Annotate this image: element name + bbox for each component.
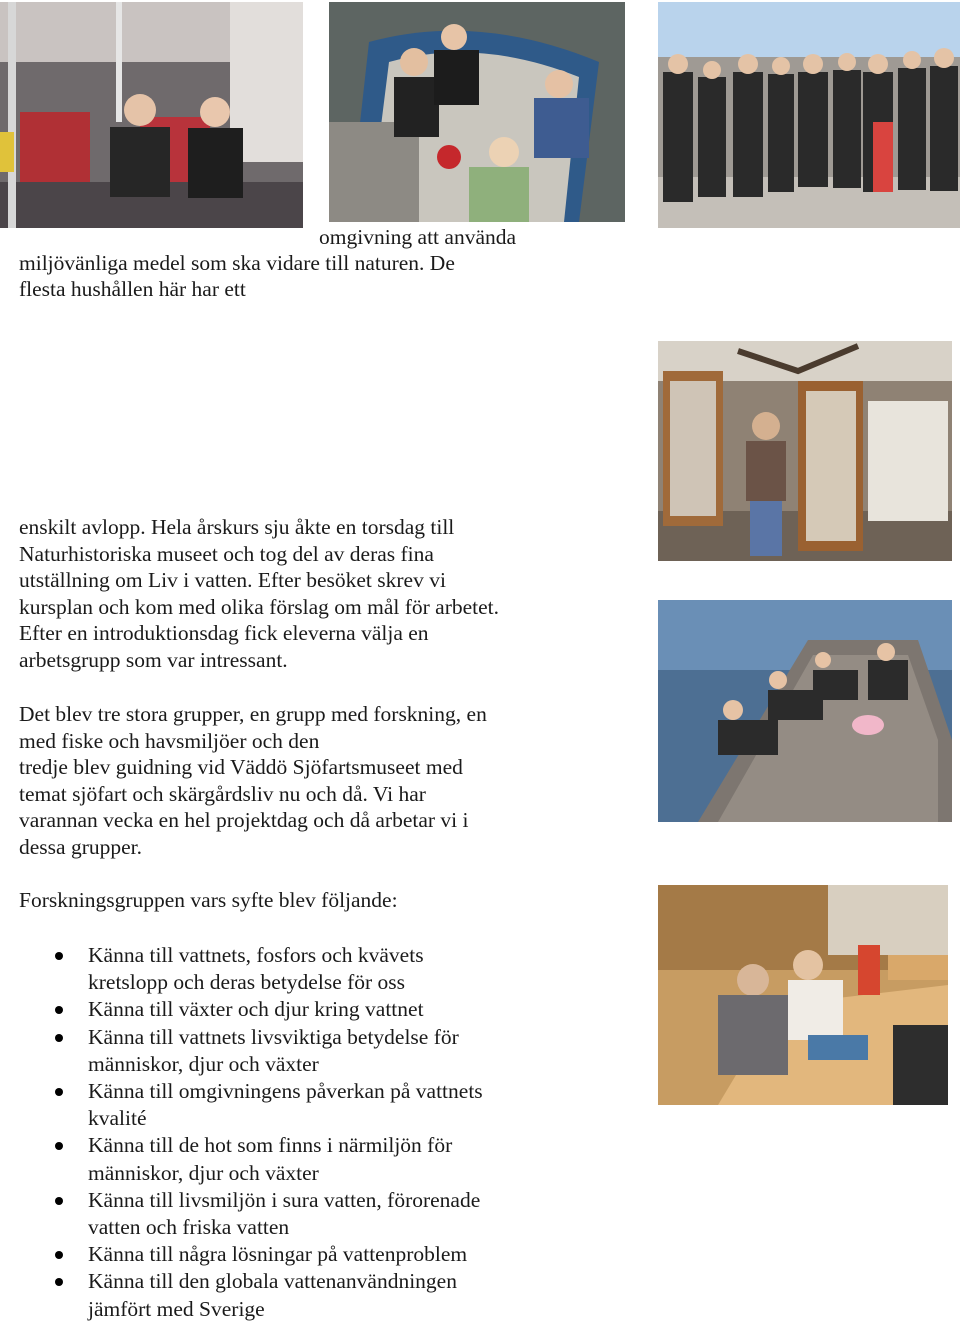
text-fragment-3: flesta hushållen här har ett — [19, 277, 246, 301]
list-item-line: Känna till livsmiljön i sura vatten, förorenade — [88, 1187, 481, 1212]
paragraph-line: arbetsgrupp som var intressant. — [19, 647, 288, 672]
list-item — [0, 1024, 640, 1078]
student-group-outdoors-photo — [658, 2, 960, 228]
bullet-icon — [55, 952, 63, 960]
list-item-line: Känna till vattnets livsviktiga betydelse för — [88, 1024, 459, 1049]
list-item-line: människor, djur och växter — [88, 1160, 319, 1185]
paragraph-line: kursplan och kom med olika förslag om mål för arbetet. — [19, 594, 500, 619]
list-item-line: människor, djur och växter — [88, 1051, 319, 1076]
boat-photo — [329, 2, 625, 222]
classroom-experiment-photo — [658, 885, 948, 1105]
list-item-line: kvalité — [88, 1106, 147, 1131]
bullet-icon — [55, 1034, 63, 1042]
paragraph-line: Naturhistoriska museet och tog del av deras fina — [19, 541, 434, 566]
paragraph-line: dessa grupper. — [19, 834, 142, 859]
maritime-museum-interior-photo — [658, 341, 952, 561]
paragraph-line: Efter en introduktionsdag fick eleverna välja en — [19, 621, 429, 645]
students-in-boat-photo — [329, 2, 625, 222]
paragraph-line: tredje blev guidning vid Väddö Sjöfartsmuseet med — [19, 755, 463, 779]
text-fragment-2: miljövänliga medel som ska vidare till naturen. De — [19, 251, 455, 275]
list-item-line: jämfört med Sverige — [88, 1296, 265, 1321]
list-item — [0, 942, 640, 996]
list-item-line: Känna till de hot som finns i närmiljön för — [88, 1133, 453, 1158]
students-on-dock-photo — [658, 600, 952, 822]
list-item — [0, 1078, 640, 1132]
paragraph-line: temat sjöfart och skärgårdsliv nu och då. Vi har — [19, 781, 426, 806]
paragraph-line: med fiske och havsmiljöer och den — [19, 728, 320, 753]
list-item — [0, 996, 640, 1023]
bullet-icon — [55, 1142, 63, 1150]
paragraph-line: utställning om Liv i vatten. Efter besöket skrev vi — [19, 568, 446, 592]
paragraph-line: Det blev tre stora grupper, en grupp med forskning, en — [19, 702, 487, 726]
students-on-bus-photo — [0, 2, 303, 228]
group-outdoors-photo — [658, 2, 960, 228]
paragraph-1 — [19, 514, 499, 673]
research-group-heading: Forskningsgruppen vars syfte blev följande: — [19, 888, 398, 912]
dock-photo — [658, 600, 952, 822]
list-item-line: Känna till några lösningar på vattenproblem — [88, 1242, 468, 1267]
goals-list — [0, 942, 640, 1323]
classroom-photo — [658, 885, 948, 1105]
list-item-line: Känna till vattnets, fosfors och kvävets — [88, 943, 424, 967]
paragraph-2 — [19, 701, 487, 860]
list-item — [0, 1187, 640, 1241]
list-item-line: Känna till växter och djur kring vattnet — [88, 997, 424, 1022]
bullet-icon — [55, 1278, 63, 1286]
paragraph-line: enskilt avlopp. Hela årskurs sju åkte en torsdag till — [19, 515, 455, 539]
bullet-icon — [55, 1197, 63, 1205]
bullet-icon — [55, 1251, 63, 1259]
museum-photo — [658, 341, 952, 561]
list-item — [0, 1132, 640, 1186]
list-item — [0, 1268, 640, 1322]
list-item-line: Känna till den globala vattenanvändningen — [88, 1269, 457, 1294]
bus-photo — [0, 2, 303, 228]
list-item-line: vatten och friska vatten — [88, 1215, 290, 1240]
text-fragment-1: omgivning att använda — [319, 225, 517, 249]
paragraph-line: varannan vecka en hel projektdag och då arbetar vi i — [19, 808, 469, 832]
list-item — [0, 1241, 640, 1268]
bullet-icon — [55, 1006, 63, 1014]
list-item-line: Känna till omgivningens påverkan på vattnets — [88, 1079, 483, 1104]
bullet-icon — [55, 1088, 63, 1096]
list-item-line: kretslopp och deras betydelse för oss — [88, 970, 406, 995]
